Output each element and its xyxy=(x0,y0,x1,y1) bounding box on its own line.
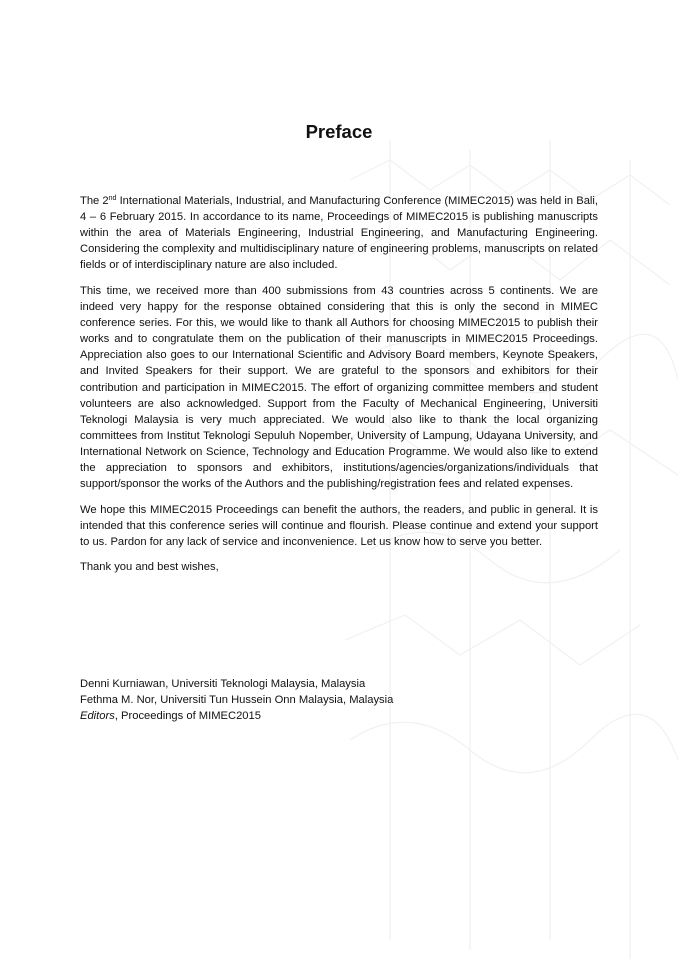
paragraph-1-start: The 2 xyxy=(80,195,109,207)
paragraph-2: This time, we received more than 400 submissions from 43 countries across 5 continents. We are indeed very happy for the response obtained considering that this is only the second in MIMEC conference series. For this, we would like to thank all Authors for choosing MIMEC2015 to publish their works and to congratulate them on the publication of their manuscripts in MIMEC2015 Proceedings. Appreciation also goes to our International Scientific and Advisory Board members, Keynote Speakers, and Invited Speakers for their support. We are grateful to the sponsors and exhibitors for their contribution and participation in MIMEC2015. The effort of organizing committee members and student volunteers are also acknowledged. Support from the Faculty of Mechanical Engineering, Universiti Teknologi Malaysia is very much appreciated. We would also like to thank the local organizing committees from Institut Teknologi Sepuluh Nopember, University of Lampung, Udayana University, and International Network on Science, Technology and Education Programme. We would also like to extend the appreciation to sponsors and exhibitors, institutions/agencies/organizations/individuals that support/sponsor the works of the Authors and the publishing/registration fees and related expenses. xyxy=(80,284,598,491)
editor-1: Denni Kurniawan, Universiti Teknologi Malaysia, Malaysia xyxy=(80,678,366,690)
paragraph-1-rest: International Materials, Industrial, and Manufacturing Conference (MIMEC2015) was held in Bali, 4 – 6 February 2015. In accordance to its name, Proceedings of MIMEC2015 is publishing manuscripts within the area of Materials Engineering, Industrial Engineering, and Manufacturing Engineering. Considering the complexity and multidisciplinary nature of engineering problems, manuscripts on related fields or of interdisciplinary nature are also included. xyxy=(80,195,598,272)
page-title: Preface xyxy=(305,121,373,142)
editor-2: Fethma M. Nor, Universiti Tun Hussein Onn Malaysia, Malaysia xyxy=(80,694,394,707)
paragraph-1 xyxy=(80,193,598,273)
preface-body xyxy=(80,193,598,585)
ordinal-suffix: nd xyxy=(108,195,117,202)
editor-signatures xyxy=(80,676,598,724)
closing-line: Thank you and best wishes, xyxy=(80,561,219,574)
editor-role-rest: , Proceedings of MIMEC2015 xyxy=(114,710,261,723)
editor-role xyxy=(80,708,598,724)
paragraph-3: We hope this MIMEC2015 Proceedings can benefit the authors, the readers, and public in general. It is intended that this conference series will continue and flourish. Please continue and extend your support to us. Pardon for any lack of service and inconvenience. Let us know how to serve you better. xyxy=(80,503,598,548)
editor-role-italic: Editors xyxy=(80,710,115,723)
